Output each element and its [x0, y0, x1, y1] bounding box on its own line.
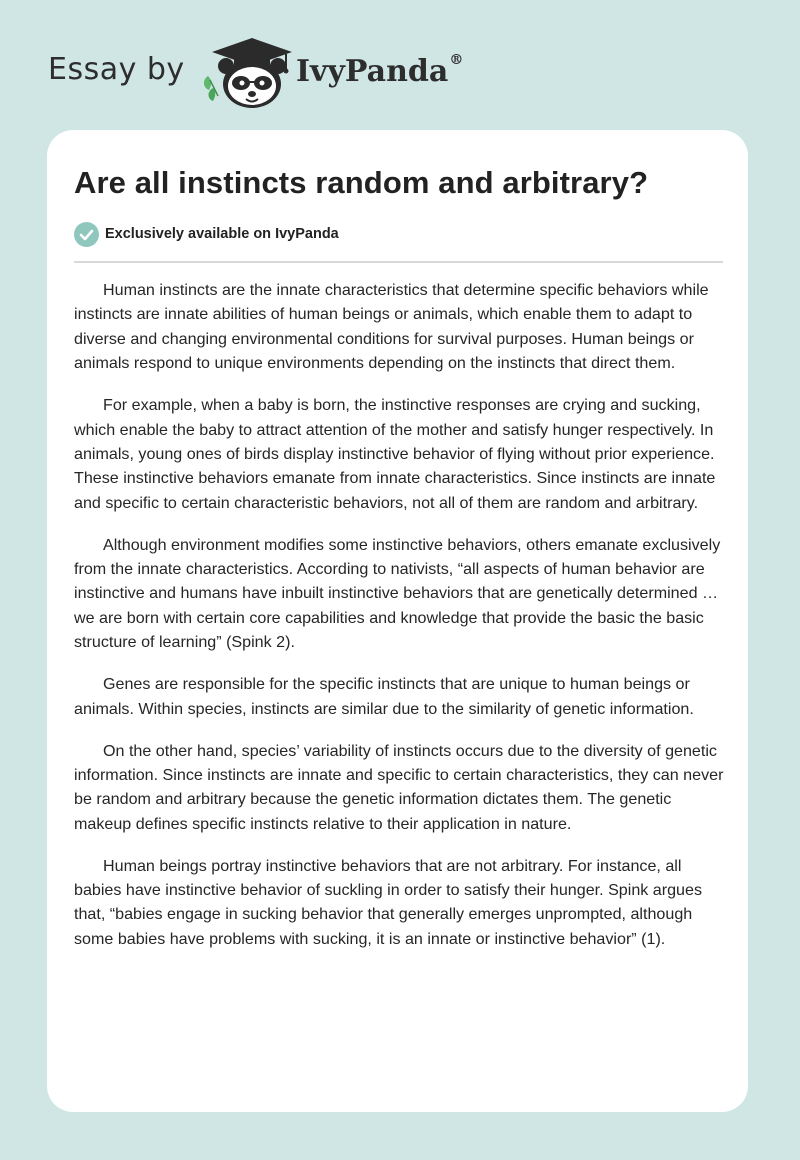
paragraph: On the other hand, species’ variability of instincts occurs due to the diversity of genetic information. Since instincts are innate and specific to certain characteristics, they can never be random and arbitrary because the genetic information dictates them. The genetic makeup defines specific instincts relative to their application in nature.	[74, 741, 724, 833]
paragraph: Although environment modifies some instinctive behaviors, others emanate exclusively from the innate characteristics. According to nativists, “all aspects of human behavior are instinctive and humans have inbuilt instinctive behaviors that are genetically determined … we are born with certain core capabilities and knowledge that provide the basic the basic structure of learning” (Spink 2).	[74, 535, 721, 652]
paragraph: Human beings portray instinctive behaviors that are not arbitrary. For instance, all babies have instinctive behavior of suckling in order to satisfy their hunger. Spink argues that, “babies engage in sucking behavior that generally emerges unprompted, although some babies have problems with sucking, it is an innate or instinctive behavior” (1).	[74, 856, 703, 948]
availability-badge	[74, 221, 339, 247]
paragraph: Genes are responsible for the specific instincts that are unique to human beings or animals. Within species, instincts are similar due to the similarity of genetic information.	[74, 675, 694, 718]
essay-card	[47, 130, 748, 1112]
brand-name[interactable]	[296, 54, 462, 89]
essay-by-label: Essay by	[48, 52, 185, 87]
essay-body	[74, 278, 724, 969]
site-header	[0, 0, 800, 125]
panda-logo-icon[interactable]	[200, 36, 296, 110]
registered-mark: ®	[449, 52, 464, 68]
paragraph: Human instincts are the innate characteristics that determine specific behaviors while instincts are innate abilities of human beings or animals, which enable them to adapt to diverse and changing environmental conditions for survival purposes. Human beings or animals respond to unique environments depending on the instincts that direct them.	[74, 281, 709, 373]
paragraph: For example, when a baby is born, the instinctive responses are crying and sucking, which enable the baby to attract attention of the mother and satisfy hunger respectively. In animals, young ones of birds display instinctive behavior of flying without prior experience. These instinctive behaviors emanate from innate characteristics. Since instincts are innate and specific to certain characteristic behaviors, not all of them are random and arbitrary.	[74, 396, 716, 512]
badge-label: Exclusively available on IvyPanda	[105, 226, 339, 242]
brand-text: IvyPanda	[296, 54, 449, 89]
page-title: Are all instincts random and arbitrary?	[74, 165, 649, 200]
check-circle-icon	[74, 222, 99, 247]
divider	[74, 261, 723, 263]
ivy-leaf-icon	[204, 76, 218, 101]
